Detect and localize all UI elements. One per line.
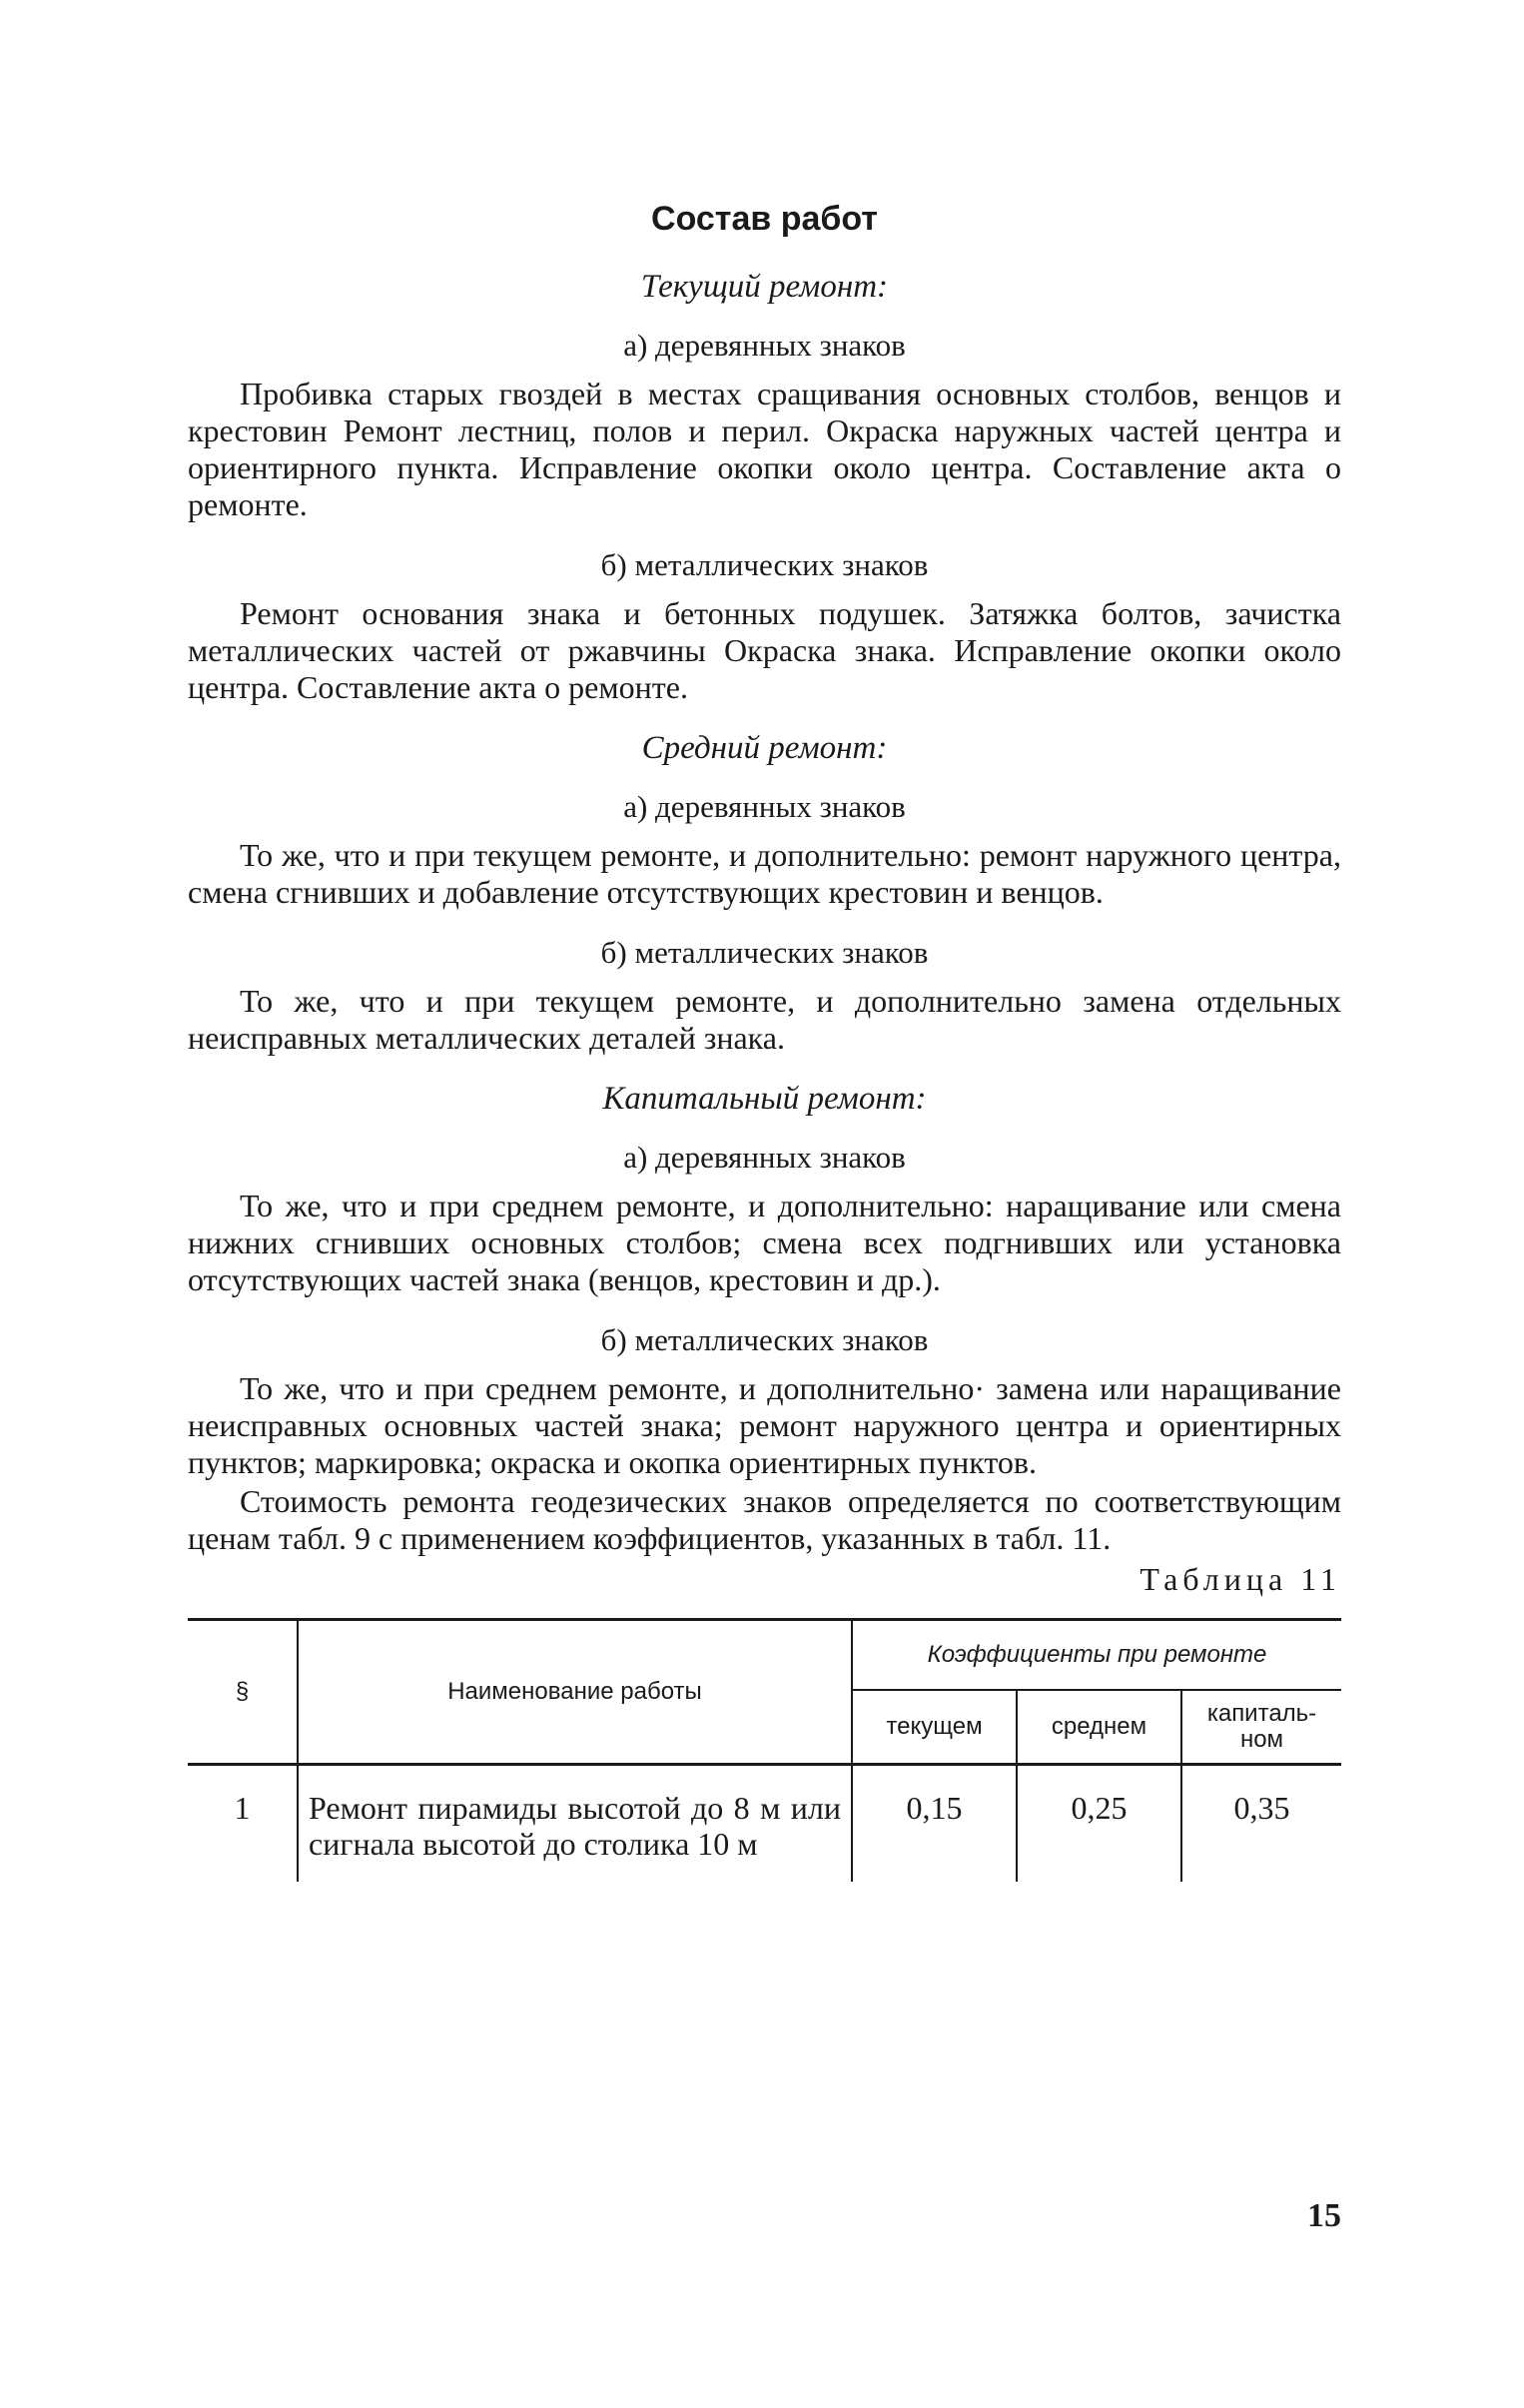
section-heading-current: Текущий ремонт:: [640, 269, 889, 305]
subheading-capital-wooden: а) деревянных знаков: [623, 1140, 906, 1175]
header-capital: капиталь-ном: [1181, 1690, 1341, 1765]
closing-paragraph: Стоимость ремонта геодезических знаков определяется по соответствующим ценам табл. 9 с применением коэффициентов, указанных в табл. 11.: [188, 1483, 1341, 1556]
header-section-sign: §: [188, 1620, 298, 1765]
page-number: 15: [1307, 2197, 1341, 2234]
subheading-capital-metal: б) металлических знаков: [600, 1322, 929, 1357]
page-title: Состав работ: [651, 200, 878, 238]
header-work-name: Наименование работы: [298, 1620, 852, 1765]
row-coef-capital: 0,35: [1181, 1765, 1341, 1883]
paragraph-capital-wooden: То же, что и при среднем ремонте, и дополнительно: наращивание или смена нижних сгнивших основных столбов; смена всех подгнивших или установка отсутствующих частей знака (венцов, крестовин и др.).: [188, 1188, 1341, 1297]
section-heading-medium: Средний ремонт:: [641, 730, 888, 766]
row-coef-medium: 0,25: [1017, 1765, 1181, 1883]
paragraph-medium-metal: То же, что и при текущем ремонте, и дополнительно замена отдельных неисправных металлических деталей знака.: [188, 983, 1341, 1056]
row-coef-current: 0,15: [852, 1765, 1017, 1883]
subheading-medium-metal: б) металлических знаков: [600, 935, 929, 970]
header-medium: среднем: [1017, 1690, 1181, 1765]
subheading-current-metal: б) металлических знаков: [600, 547, 929, 582]
paragraph-current-metal: Ремонт основания знака и бетонных подушек. Затяжка болтов, зачистка металлических частей от ржавчины Окраска знака. Исправление окопки около центра. Составление акта о ремонте.: [188, 595, 1341, 705]
header-coefficients-group: Коэффициенты при ремонте: [852, 1620, 1341, 1691]
table-row: [188, 1765, 1341, 1883]
header-current: текущем: [852, 1690, 1017, 1765]
coefficients-table: [188, 1618, 1341, 1882]
row-work-name: Ремонт пирамиды высотой до 8 м или сигнала высотой до столика 10 м: [298, 1765, 852, 1883]
table-caption: Таблица 11: [1140, 1561, 1341, 1597]
section-heading-capital: Капитальный ремонт:: [602, 1081, 927, 1117]
paragraph-medium-wooden: То же, что и при текущем ремонте, и дополнительно: ремонт наружного центра, смена сгнивших и добавление отсутствующих крестовин и венцов.: [188, 837, 1341, 910]
row-number: 1: [234, 1790, 251, 1826]
paragraph-current-wooden: Пробивка старых гвоздей в местах сращивания основных столбов, венцов и крестовин Ремонт лестниц, полов и перил. Окраска наружных частей центра и ориентирного пункта. Исправление окопки около центра. Составление акта о ремонте.: [188, 376, 1341, 522]
document-page: [188, 200, 1341, 1882]
paragraph-capital-metal: То же, что и при среднем ремонте, и дополнительно· замена или наращивание неисправных основных частей знака; ремонт наружного центра и ориентирных пунктов; маркировка; окраска и окопка ориентирных пунктов.: [188, 1370, 1341, 1480]
subheading-current-wooden: а) деревянных знаков: [623, 328, 906, 363]
subheading-medium-wooden: а) деревянных знаков: [623, 789, 906, 824]
